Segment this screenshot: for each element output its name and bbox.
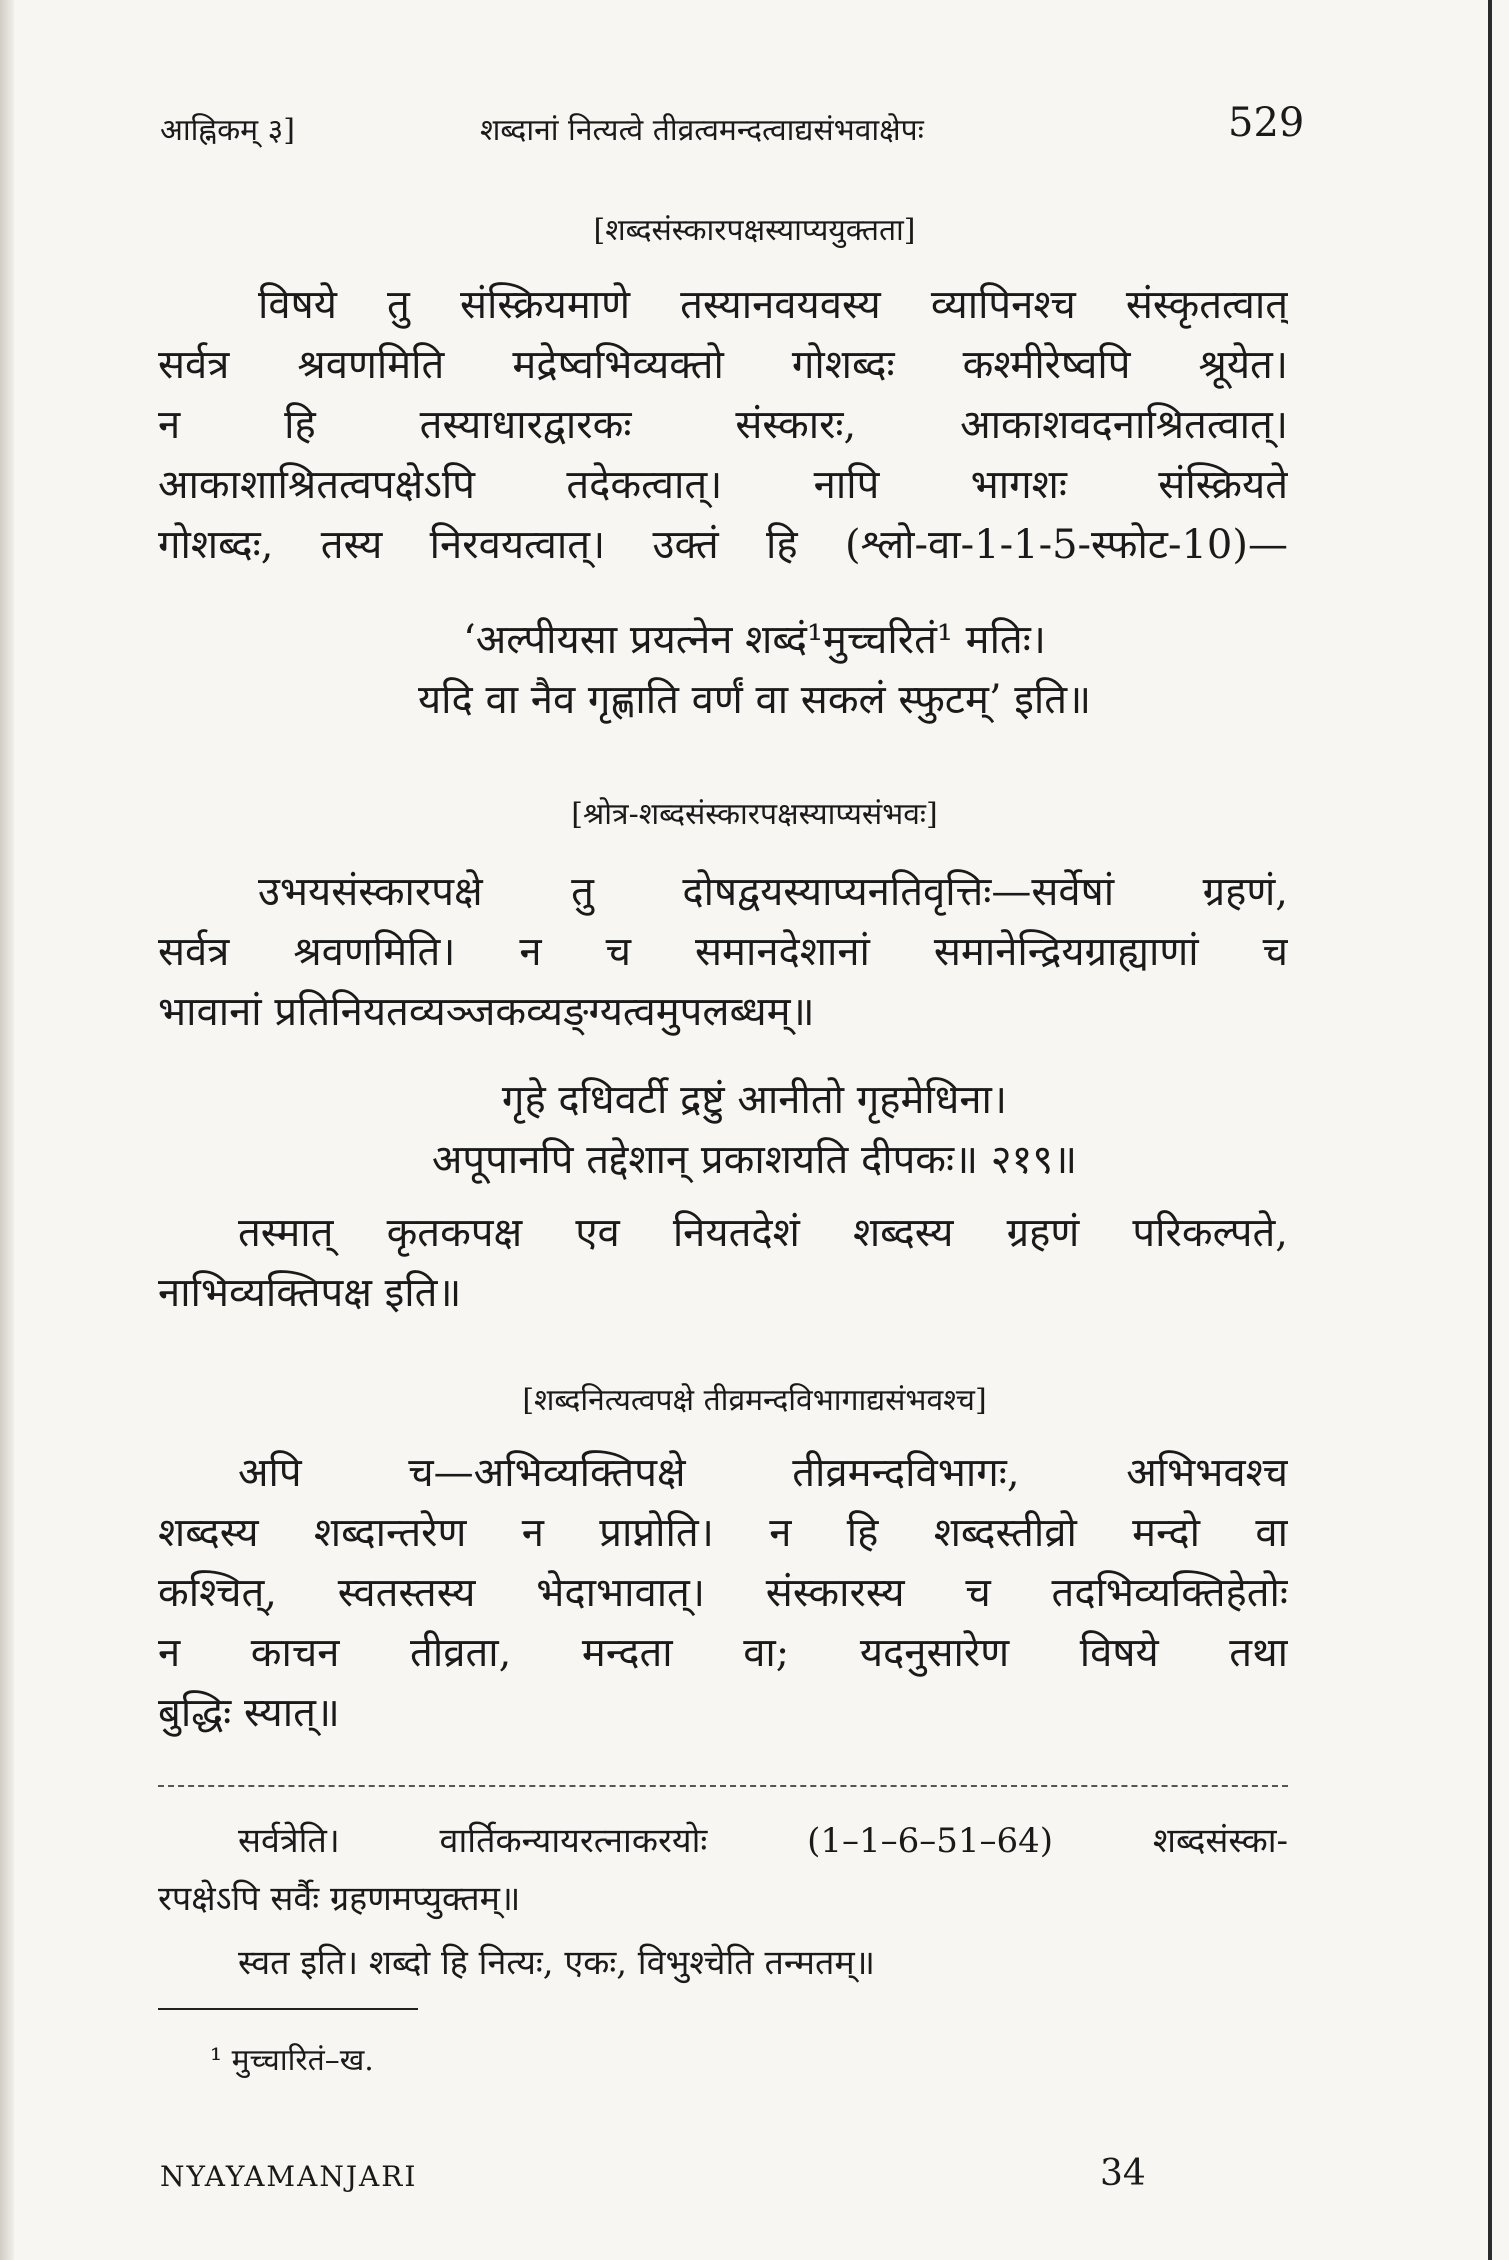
signature-number: 34 <box>1100 2153 1146 2194</box>
paragraph-line: कश्चित्, स्वतस्तस्य भेदाभावात्। संस्कारस्य च तदभिव्यक्तिहेतोः <box>158 1570 1288 1616</box>
section-paragraph <box>158 275 1288 575</box>
paragraph-line: न काचन तीव्रता, मन्दता वा; यदनुसारेण विषये तथा <box>158 1630 1288 1676</box>
verse-line: गृहे दधिवर्टी द्रष्टुं आनीतो गृहमेधिना। <box>501 1077 1008 1123</box>
notes-separator <box>158 1785 1288 1787</box>
header-left: आह्निकम् ३] <box>160 113 295 148</box>
paragraph-line: उभयसंस्कारपक्षे तु दोषद्वयस्याप्यनतिवृत्तिः—सर्वेषां ग्रहणं, <box>258 869 1288 915</box>
header-title: शब्दानां नित्यत्वे तीव्रत्वमन्दत्वाद्यसंभवाक्षेपः <box>480 113 924 148</box>
section-paragraph <box>158 1203 1288 1323</box>
note-line: रपक्षेऽपि सर्वैः ग्रहणमप्युक्तम्॥ <box>158 1879 521 1919</box>
page-number: 529 <box>1228 100 1305 146</box>
verse-line: अपूपानपि तद्देशान् प्रकाशयति दीपकः॥ २१९॥ <box>431 1137 1078 1183</box>
commentary-note: स्वत इति। शब्दो हि नित्यः, एकः, विभुश्चेति तन्मतम्॥ <box>238 1943 876 1983</box>
footer-signature: NYAYAMANJARI <box>160 2160 418 2193</box>
section-heading: [श्रोत्र-शब्दसंस्कारपक्षस्याप्यसंभवः] <box>571 797 938 832</box>
paragraph-line: नाभिव्यक्तिपक्ष इति॥ <box>158 1270 462 1316</box>
section-heading: [शब्दनित्यत्वपक्षे तीव्रमन्दविभागाद्यसंभवश्च] <box>522 1383 987 1418</box>
verse-line: यदि वा नैव गृह्णाति वर्णं वा सकलं स्फुटम्’ इति॥ <box>417 677 1092 723</box>
paragraph-line: तस्मात् कृतकपक्ष एव नियतदेशं शब्दस्य ग्रहणं परिकल्पते, <box>238 1210 1288 1256</box>
section-heading: [शब्दसंस्कारपक्षस्याप्ययुक्तता] <box>593 213 916 248</box>
paragraph-line: बुद्धिः स्यात्॥ <box>158 1690 340 1736</box>
section-paragraph <box>158 1443 1288 1743</box>
paragraph-line: आकाशाश्रितत्वपक्षेऽपि तदेकत्वात्। नापि भागशः संस्क्रियते <box>158 462 1288 508</box>
paragraph-line: गोशब्दः, तस्य निरवयत्वात्। उक्तं हि (श्लो-वा-1-1-5-स्फोट-10)— <box>158 522 1288 568</box>
paragraph-line: विषये तु संस्क्रियमाणे तस्यानवयवस्य व्यापिनश्च संस्कृतत्वात् <box>258 282 1288 328</box>
paragraph-line: सर्वत्र श्रवणमिति। न च समानदेशानां समानेन्द्रियग्राह्याणां च <box>158 929 1288 975</box>
paragraph-line: अपि च—अभिव्यक्तिपक्षे तीव्रमन्दविभागः, अभिभवश्च <box>238 1450 1288 1496</box>
footnote-rule <box>158 2008 418 2010</box>
note-line: सर्वत्रेति। वार्तिकन्यायरत्नाकरयोः (1–1–6–51–64) शब्दसंस्का- <box>238 1821 1288 1861</box>
commentary-note <box>158 1812 1288 1928</box>
paragraph-line: शब्दस्य शब्दान्तरेण न प्राप्नोति। न हि शब्दस्तीव्रो मन्दो वा <box>158 1510 1288 1556</box>
section-paragraph <box>158 862 1288 1042</box>
verse-line: ‘अल्पीयसा प्रयत्नेन शब्दं¹मुच्चरितं¹ मतिः। <box>463 617 1046 663</box>
paragraph-line: सर्वत्र श्रवणमिति मद्रेष्वभिव्यक्तो गोशब्दः कश्मीरेष्वपि श्रूयेत। <box>158 342 1288 388</box>
footnote: ¹ मुच्चारितं–ख. <box>210 2043 374 2078</box>
paragraph-line: न हि तस्याधारद्वारकः संस्कारः, आकाशवदनाश्रितत्वात्। <box>158 402 1288 448</box>
paragraph-line: भावानां प्रतिनियतव्यञ्जकव्यङ्ग्यत्वमुपलब्धम्॥ <box>158 989 815 1035</box>
